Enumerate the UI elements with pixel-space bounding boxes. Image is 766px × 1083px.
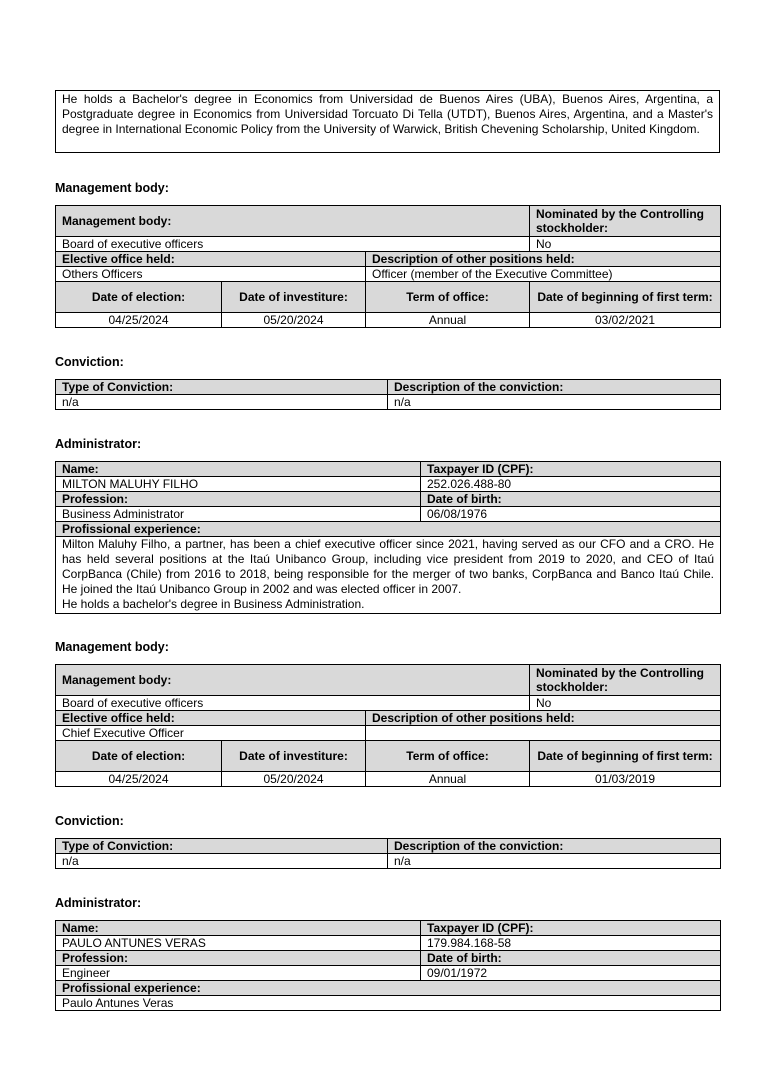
administrator-heading-2: Administrator:	[55, 896, 142, 910]
profession-label: Profession:	[56, 951, 421, 966]
name-value: MILTON MALUHY FILHO	[56, 477, 421, 492]
management-body-heading: Management body:	[55, 181, 169, 195]
profession-value: Business Administrator	[56, 507, 421, 522]
nominated-value: No	[530, 696, 721, 711]
other-positions-label: Description of other positions held:	[366, 711, 721, 726]
date-of-election-label: Date of election:	[56, 741, 222, 772]
term-of-office-label: Term of office:	[366, 741, 530, 772]
professional-experience-value: Paulo Antunes Veras	[56, 996, 721, 1011]
type-of-conviction-value: n/a	[56, 854, 388, 869]
description-of-conviction-label: Description of the conviction:	[388, 839, 721, 854]
nominated-by-label: Nominated by the Controlling stockholder:	[530, 665, 721, 696]
other-positions-value: Officer (member of the Executive Committee)	[366, 267, 721, 282]
elective-office-label: Elective office held:	[56, 711, 366, 726]
description-of-conviction-value: n/a	[388, 854, 721, 869]
administrator-heading: Administrator:	[55, 437, 142, 451]
conviction-heading: Conviction:	[55, 355, 124, 369]
management-body-table-2	[55, 664, 721, 787]
date-of-birth-label: Date of birth:	[421, 492, 721, 507]
intro-paragraph: He holds a Bachelor's degree in Economics from Universidad de Buenos Aires (UBA), Buenos Aires, Argentina, a Postgraduate degree in Economics from Universidad Torcuato Di Tella (UTDT), Buenos Aires, Argentina, and a Master's degree in International Economic Policy from the University of Warwick, British Chevening Scholarship, United Kingdom.	[55, 90, 720, 153]
date-first-term-label: Date of beginning of first term:	[530, 282, 721, 313]
conviction-table-1	[55, 379, 721, 410]
date-of-election-value: 04/25/2024	[56, 772, 222, 787]
date-of-election-label: Date of election:	[56, 282, 222, 313]
other-positions-value	[366, 726, 721, 741]
type-of-conviction-label: Type of Conviction:	[56, 839, 388, 854]
administrator-table-2	[55, 920, 721, 1011]
nominated-value: No	[530, 237, 721, 252]
date-of-investiture-value: 05/20/2024	[222, 313, 366, 328]
professional-experience-label: Profissional experience:	[56, 981, 721, 996]
name-label: Name:	[56, 462, 421, 477]
nominated-by-label: Nominated by the Controlling stockholder:	[530, 206, 721, 237]
date-of-investiture-label: Date of investiture:	[222, 282, 366, 313]
other-positions-label: Description of other positions held:	[366, 252, 721, 267]
profession-value: Engineer	[56, 966, 421, 981]
term-of-office-label: Term of office:	[366, 282, 530, 313]
type-of-conviction-value: n/a	[56, 395, 388, 410]
administrator-table-1	[55, 461, 721, 614]
taxpayer-id-value: 179.984.168-58	[421, 936, 721, 951]
conviction-table-2	[55, 838, 721, 869]
management-body-value: Board of executive officers	[56, 696, 530, 711]
date-of-birth-value: 09/01/1972	[421, 966, 721, 981]
date-of-election-value: 04/25/2024	[56, 313, 222, 328]
taxpayer-id-label: Taxpayer ID (CPF):	[421, 462, 721, 477]
elective-office-value: Others Officers	[56, 267, 366, 282]
name-value: PAULO ANTUNES VERAS	[56, 936, 421, 951]
date-first-term-label: Date of beginning of first term:	[530, 741, 721, 772]
description-of-conviction-value: n/a	[388, 395, 721, 410]
type-of-conviction-label: Type of Conviction:	[56, 380, 388, 395]
term-of-office-value: Annual	[366, 313, 530, 328]
professional-experience-label: Profissional experience:	[56, 522, 721, 537]
date-first-term-value: 03/02/2021	[530, 313, 721, 328]
conviction-heading-2: Conviction:	[55, 814, 124, 828]
description-of-conviction-label: Description of the conviction:	[388, 380, 721, 395]
date-first-term-value: 01/03/2019	[530, 772, 721, 787]
management-body-table-1	[55, 205, 721, 328]
experience-paragraph-1: Milton Maluhy Filho, a partner, has been a chief executive officer since 2021, having served as our CFO and a CRO. He has held several positions at the Itaú Unibanco Group, including vice president from 2019 to 2020, and CEO of Itaú CorpBanca (Chile) from 2016 to 2018, being responsible for the merger of two banks, CorpBanca and Banco Itaú Chile. He joined the Itaú Unibanco Group in 2002 and was elected officer in 2007.	[62, 537, 714, 596]
elective-office-label: Elective office held:	[56, 252, 366, 267]
management-body-label: Management body:	[56, 665, 530, 696]
term-of-office-value: Annual	[366, 772, 530, 787]
profession-label: Profession:	[56, 492, 421, 507]
date-of-birth-value: 06/08/1976	[421, 507, 721, 522]
elective-office-value: Chief Executive Officer	[56, 726, 366, 741]
management-body-heading-2: Management body:	[55, 640, 169, 654]
taxpayer-id-label: Taxpayer ID (CPF):	[421, 921, 721, 936]
management-body-value: Board of executive officers	[56, 237, 530, 252]
document-page	[55, 90, 720, 1011]
professional-experience-value	[56, 537, 721, 614]
management-body-label: Management body:	[56, 206, 530, 237]
name-label: Name:	[56, 921, 421, 936]
date-of-birth-label: Date of birth:	[421, 951, 721, 966]
date-of-investiture-label: Date of investiture:	[222, 741, 366, 772]
date-of-investiture-value: 05/20/2024	[222, 772, 366, 787]
experience-paragraph-2: He holds a bachelor's degree in Business Administration.	[62, 597, 365, 611]
taxpayer-id-value: 252.026.488-80	[421, 477, 721, 492]
